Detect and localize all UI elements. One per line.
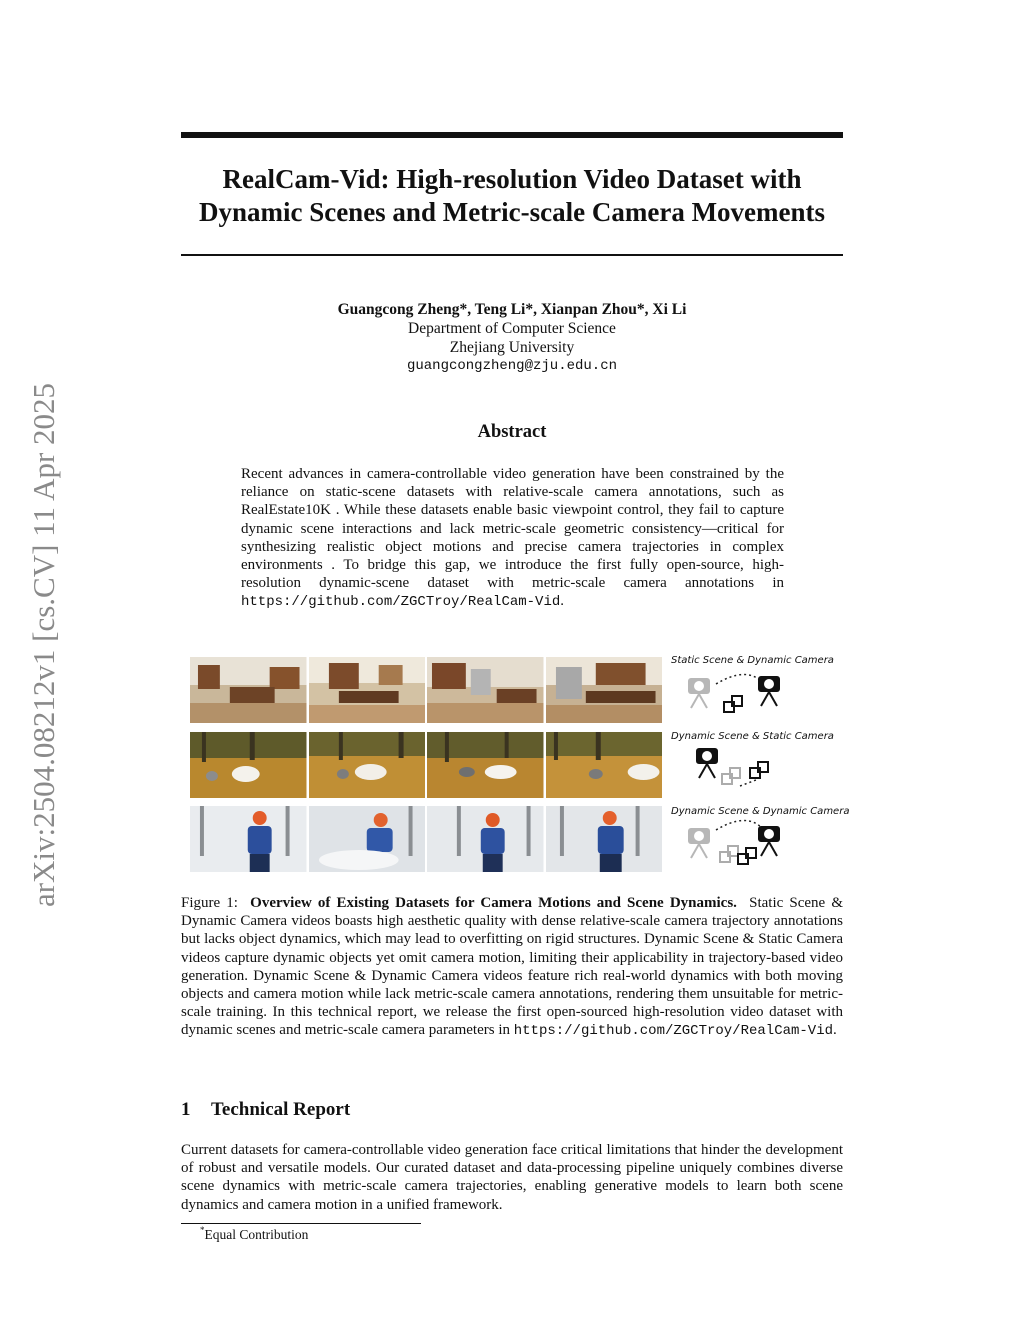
arxiv-identifier-stamp: arXiv:2504.08212v1 [cs.CV] 11 Apr 2025 xyxy=(26,382,61,908)
caption-prefix: Figure 1: xyxy=(181,895,238,911)
forest-frame-4 xyxy=(546,732,663,798)
camera-icon xyxy=(758,826,780,856)
section-number: 1 xyxy=(181,1099,191,1120)
abstract-github-link[interactable]: https://github.com/ZGCTroy/RealCam-Vid xyxy=(241,594,561,611)
dynamic-scene-static-camera-diagram xyxy=(676,744,836,804)
section-heading xyxy=(181,1099,350,1121)
section-title: Technical Report xyxy=(211,1099,351,1120)
kitchen-frame-1 xyxy=(190,657,307,723)
paper-title xyxy=(181,163,843,229)
title-line-1: RealCam-Vid: High-resolution Video Dataset with xyxy=(222,164,802,194)
label-dynamic-scene-dynamic-camera: Dynamic Scene & Dynamic Camera xyxy=(671,806,850,817)
camera-icon-faded xyxy=(688,678,710,708)
author-university: Zhejiang University xyxy=(449,339,575,356)
camera-icon xyxy=(758,676,780,706)
static-scene-dynamic-camera-diagram xyxy=(676,670,836,730)
dynamic-scene-dynamic-camera-diagram xyxy=(676,818,836,878)
caption-github-link[interactable]: https://github.com/ZGCTroy/RealCam-Vid xyxy=(513,1023,834,1040)
object-cubes-icon xyxy=(724,696,742,712)
abstract-text: Recent advances in camera-controllable video generation have been constrained by the reliance on static-scene datasets with relative-scale camera annotations, such as RealEstate10K . While these datasets enable basic viewpoint control, they fail to capture dynamic scene interactions and lack metric-scale geometric consistency—critical for synthesizing realistic object motions and precise camera trajectories in complex environments . To bridge this gap, we introduce the first fully open-source, high-resolution dynamic-scene dataset with metric-scale camera annotations in xyxy=(241,466,784,592)
snow-frame-4 xyxy=(546,806,663,872)
object-cubes-icon xyxy=(738,848,756,864)
author-email[interactable]: guangcongzheng@zju.edu.cn xyxy=(406,358,618,374)
camera-icon xyxy=(696,748,718,778)
author-department: Department of Computer Science xyxy=(408,320,616,337)
forest-frame-1 xyxy=(190,732,307,798)
camera-icon-faded xyxy=(688,828,710,858)
label-static-scene-dynamic-camera: Static Scene & Dynamic Camera xyxy=(671,655,834,666)
footnote-rule xyxy=(181,1223,421,1224)
figure-caption: Figure 1: Overview of Existing Datasets for Camera Motions and Scene Dynamics. Static Scene & Dynamic Camera videos boasts high aesthetic quality with dense relative-scale camera trajectory annotations but lacks object dynamics, which may lead to overfitting on rigid structures. Dynamic Scene & Static Camera videos capture dynamic objects yet omit camera motion, limiting their applicability in trajectory-based video generation. Dynamic Scene & Dynamic Camera videos feature rich real-world dynamics with both moving objects and camera motion while lack metric-scale camera annotations, rendering them unsuitable for metric-scale training. In this technical report, we release the first open-sourced high-resolution video dataset with dynamic scenes and metric-scale camera parameters in https://github.com/ZGCTroy/RealCam-Vid. xyxy=(181,895,843,1040)
figure-row-kitchen xyxy=(190,657,662,723)
title-bottom-rule xyxy=(181,254,843,256)
motion-arrow xyxy=(740,780,756,786)
section-body: Current datasets for camera-controllable video generation face critical limitations that hinder the development of robust and versatile models. Our curated dataset and data-processing pipeline uniquely combines diverse scene dynamics with metric-scale camera trajectories, enabling generative models to learn both scene dynamics and camera motion in a unified framework. xyxy=(181,1142,843,1213)
abstract-body: Recent advances in camera-controllable video generation have been constrained by the reliance on static-scene datasets with relative-scale camera annotations, such as RealEstate10K . While these datasets enable basic viewpoint control, they fail to capture dynamic scene interactions and lack metric-scale geometric consistency—critical for synthesizing realistic object motions and precise camera trajectories in complex environments . To bridge this gap, we introduce the first fully open-source, high-resolution dynamic-scene dataset with metric-scale camera annotations in https://github.com/ZGCTroy/RealCam-Vid. xyxy=(241,466,784,611)
kitchen-frame-2 xyxy=(309,657,426,723)
trajectory-arrow xyxy=(716,674,762,684)
caption-title: Overview of Existing Datasets for Camera Motions and Scene Dynamics. xyxy=(250,895,737,911)
title-top-rule xyxy=(181,132,843,138)
object-cubes-icon-faded xyxy=(720,846,738,862)
label-dynamic-scene-static-camera: Dynamic Scene & Static Camera xyxy=(671,731,834,742)
abstract-heading: Abstract xyxy=(477,422,547,442)
forest-frame-3 xyxy=(427,732,544,798)
author-block xyxy=(181,300,843,376)
snow-frame-3 xyxy=(427,806,544,872)
author-names: Guangcong Zheng*, Teng Li*, Xianpan Zhou*, Xi Li xyxy=(337,301,687,318)
kitchen-frame-3 xyxy=(427,657,544,723)
caption-body: Static Scene & Dynamic Camera videos boasts high aesthetic quality with dense relative-scale camera trajectory annotations but lacks object dynamics, which may lead to overfitting on rigid structures. Dynamic Scene & Static Camera videos capture dynamic objects yet omit camera motion, limiting their applicability in trajectory-based video generation. Dynamic Scene & Dynamic Camera videos feature rich real-world dynamics with both moving objects and camera motion while lack metric-scale camera annotations, rendering them unsuitable for metric-scale training. In this technical report, we release the first open-sourced high-resolution video dataset with dynamic scenes and metric-scale camera parameters in xyxy=(181,895,843,1039)
figure-row-snow xyxy=(190,806,662,872)
footnote xyxy=(200,1227,308,1243)
forest-frame-2 xyxy=(309,732,426,798)
kitchen-frame-4 xyxy=(546,657,663,723)
object-cubes-icon xyxy=(750,762,768,778)
footnote-marker: * xyxy=(200,1225,205,1235)
snow-frame-2 xyxy=(309,806,426,872)
snow-frame-1 xyxy=(190,806,307,872)
object-cubes-icon-faded xyxy=(722,768,740,784)
title-line-2: Dynamic Scenes and Metric-scale Camera Movements xyxy=(198,197,826,227)
footnote-text: Equal Contribution xyxy=(204,1227,309,1242)
trajectory-arrow xyxy=(716,820,762,830)
figure-row-forest xyxy=(190,732,662,798)
